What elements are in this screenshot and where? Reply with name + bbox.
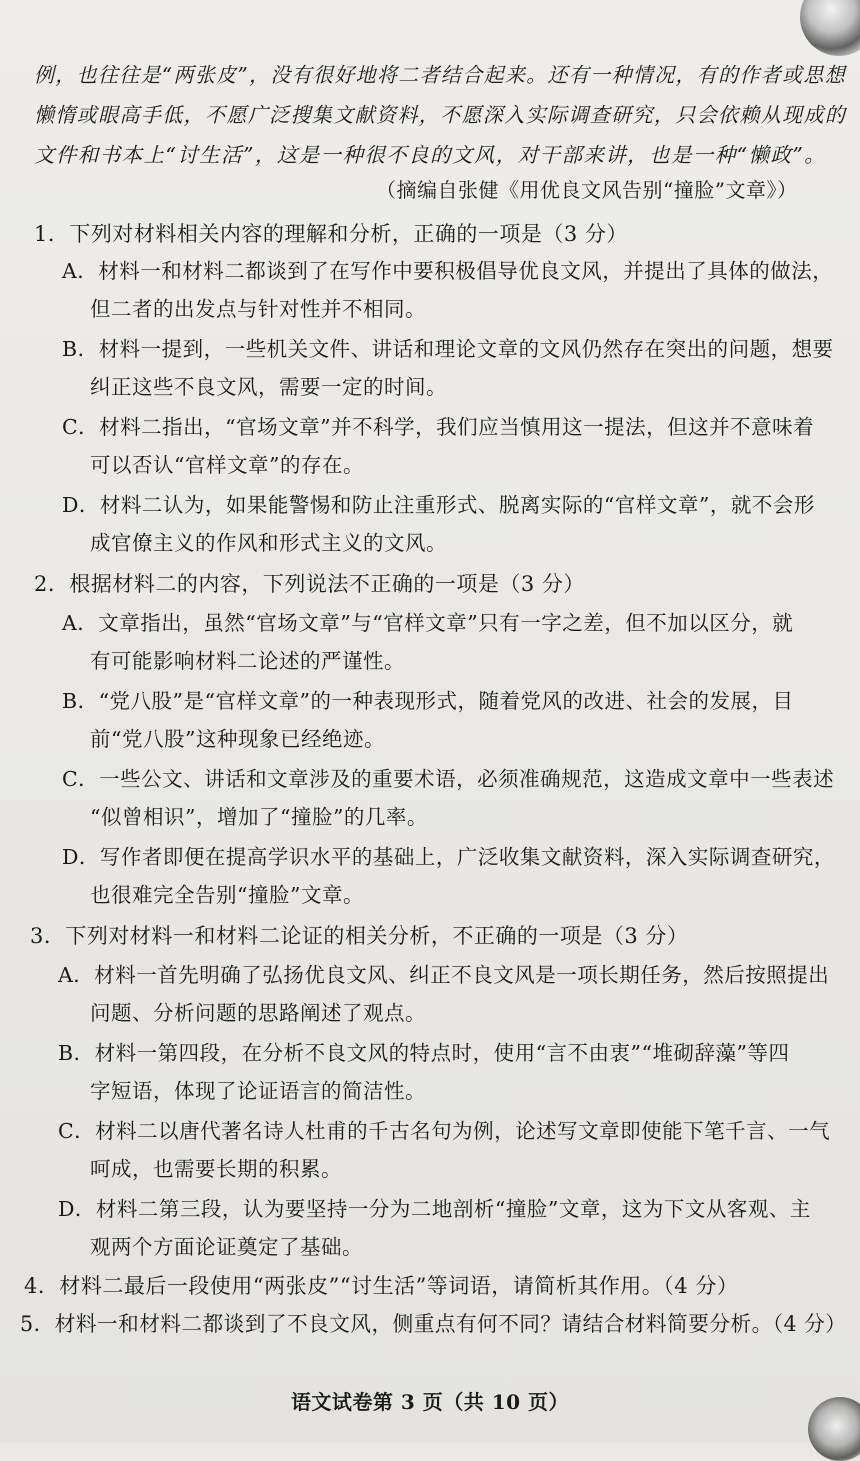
option-d-line-2: 观两个方面论证奠定了基础。	[90, 1235, 363, 1259]
question-stem: 5．材料一和材料二都谈到了不良文风，侧重点有何不同？请结合材料简要分析。（4 分）	[20, 1312, 847, 1336]
option-b-line-2: 前“党八股”这种现象已经绝迹。	[90, 727, 385, 751]
binder-clip-shadow-top	[800, 0, 860, 56]
option-c-line-1: C．材料二以唐代著名诗人杜甫的千古名句为例，论述写文章即使能下笔千言、一气	[58, 1119, 831, 1143]
option-d-line-2: 成官僚主义的作风和形式主义的文风。	[90, 531, 447, 555]
question-stem: 3．下列对材料一和材料二论证的相关分析，不正确的一项是（3 分）	[30, 924, 689, 948]
option-d-line-1: D．材料二认为，如果能警惕和防止注重形式、脱离实际的“官样文章”，就不会形	[62, 493, 815, 517]
option-a-line-1: A．文章指出，虽然“官场文章”与“官样文章”只有一字之差，但不加以区分，就	[62, 611, 794, 635]
option-c-line-2: 呵成，也需要长期的积累。	[90, 1157, 342, 1181]
option-c-line-1: C．一些公文、讲话和文章涉及的重要术语，必须准确规范，这造成文章中一些表述	[62, 767, 835, 791]
option-a-line-2: 有可能影响材料二论述的严谨性。	[90, 649, 405, 673]
option-b-line-1: B．材料一第四段，在分析不良文风的特点时，使用“言不由衷”“堆砌辞藻”等四	[58, 1041, 790, 1065]
passage-line: 文件和书本上“讨生活”，这是一种很不良的文风，对干部来讲，也是一种“懒政”。	[34, 143, 827, 167]
passage-source: （摘编自张健《用优良文风告别“撞脸”文章》）	[376, 178, 798, 202]
option-a-line-2: 但二者的出发点与针对性并不相同。	[90, 297, 426, 321]
option-d-line-2: 也很难完全告别“撞脸”文章。	[90, 883, 364, 907]
option-c-line-2: 可以否认“官样文章”的存在。	[90, 453, 364, 477]
option-a-line-1: A．材料一首先明确了弘扬优良文风、纠正不良文风是一项长期任务，然后按照提出	[58, 963, 830, 987]
passage-line: 例，也往往是“两张皮”，没有很好地将二者结合起来。还有一种情况，有的作者或思想	[34, 63, 847, 87]
page-footer: 语文试卷第 3 页（共 10 页）	[290, 1390, 570, 1414]
option-a-line-1: A．材料一和材料二都谈到了在写作中要积极倡导优良文风，并提出了具体的做法，	[62, 259, 834, 283]
option-b-line-2: 字短语，体现了论证语言的简洁性。	[90, 1079, 426, 1103]
option-c-line-1: C．材料二指出，“官场文章”并不科学，我们应当慎用这一提法，但这并不意味着	[62, 415, 815, 439]
option-d-line-1: D．写作者即便在提高学识水平的基础上，广泛收集文献资料，深入实际调查研究，	[62, 845, 835, 869]
question-stem: 2．根据材料二的内容，下列说法不正确的一项是（3 分）	[34, 572, 585, 596]
option-b-line-2: 纠正这些不良文风，需要一定的时间。	[90, 375, 447, 399]
option-d-line-1: D．材料二第三段，认为要坚持一分为二地剖析“撞脸”文章，这为下文从客观、主	[58, 1197, 811, 1221]
option-b-line-1: B．“党八股”是“官样文章”的一种表现形式，随着党风的改进、社会的发展，目	[62, 689, 794, 713]
question-stem: 4．材料二最后一段使用“两张皮”“讨生活”等词语，请简析其作用。（4 分）	[24, 1274, 739, 1298]
option-b-line-1: B．材料一提到，一些机关文件、讲话和理论文章的文风仍然存在突出的问题，想要	[62, 337, 834, 361]
question-stem: 1．下列对材料相关内容的理解和分析，正确的一项是（3 分）	[34, 222, 628, 246]
option-a-line-2: 问题、分析问题的思路阐述了观点。	[90, 1001, 426, 1025]
option-c-line-2: “似曾相识”，增加了“撞脸”的几率。	[90, 805, 428, 829]
passage-line: 懒惰或眼高手低，不愿广泛搜集文献资料，不愿深入实际调查研究，只会依赖从现成的	[34, 103, 847, 127]
